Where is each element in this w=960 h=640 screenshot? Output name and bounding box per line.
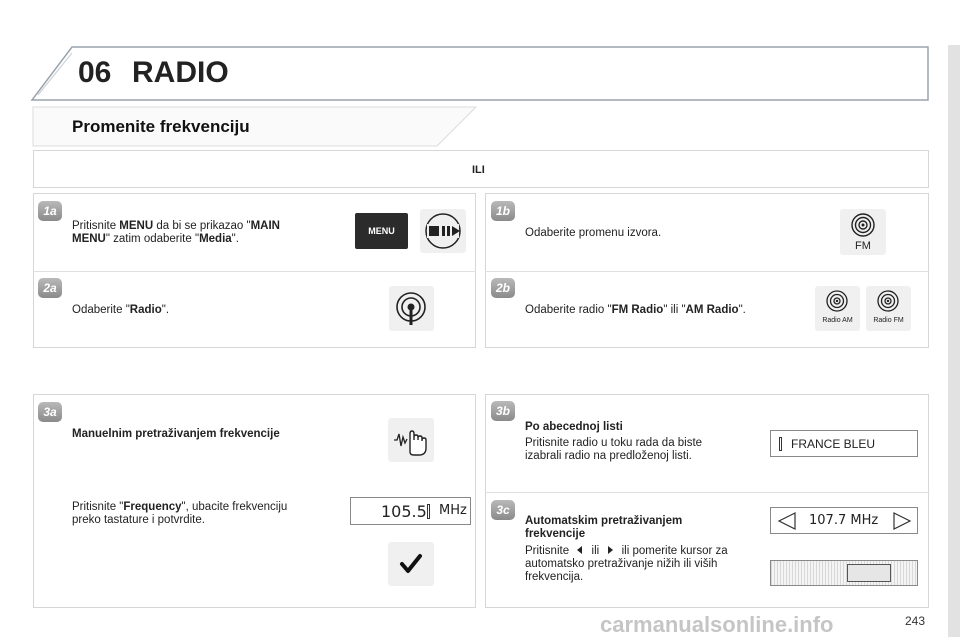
frequency-slider[interactable] [770,560,918,586]
frequency-input[interactable] [350,497,471,525]
radio-antenna-icon [389,286,434,331]
step-badge-2b: 2b [491,278,515,298]
step-3b-text: Pritisnite radio u toku rada da biste izabrali radio na predloženoj listi. [525,437,703,462]
radio-am-button[interactable] [815,286,860,331]
step-badge-3b: 3b [491,401,515,421]
ili-label: ILI [472,164,485,176]
radio-am-label: Radio AM [822,317,853,324]
radio-fm-label: Radio FM [873,317,904,324]
step-1b-text: Odaberite promenu izvora. [525,227,662,239]
manual-search-button[interactable] [388,418,434,462]
arrow-left-icon [575,545,585,555]
chapter-title: RADIO [132,56,229,89]
step-badge-3c: 3c [491,500,515,520]
fm-radio-icon [840,209,886,241]
radio-fm-button[interactable] [866,286,911,331]
step-3a-heading: Manuelnim pretraživanjem frekvencije [72,428,280,440]
step-badge-1a: 1a [38,201,62,221]
page-number: 243 [905,614,926,628]
step-badge-2a: 2a [38,278,62,298]
page-scrollbar[interactable] [948,45,960,637]
text-cursor [427,504,430,519]
ili-panel [33,150,929,188]
menu-button-label: MENU [368,226,395,236]
frequency-value: 105.5 [381,502,427,521]
step-2b-text: Odaberite radio "FM Radio" ili "AM Radio". [525,304,746,316]
step-3c-heading: Automatskim pretraživanjem frekvencije [525,515,683,540]
frequency-unit: MHz [439,503,467,518]
fm-source-button[interactable] [840,209,886,255]
step-badge-3a: 3a [38,402,62,422]
step-badge-1b: 1b [491,201,515,221]
confirm-button[interactable] [388,542,434,586]
media-button[interactable] [420,209,466,253]
text-cursor [779,437,782,451]
station-name: FRANCE BLEU [791,437,876,451]
step-1a-text: Pritisnite MENU da bi se prikazao "MAIN MENU" zatim odaberite "Media". [72,220,280,245]
arrow-right-icon [605,545,615,555]
am-radio-icon [815,286,860,318]
chapter-number: 06 [78,56,112,89]
seek-up-button[interactable] [891,511,913,531]
radio-source-button[interactable] [389,286,434,331]
checkmark-icon [388,542,434,586]
menu-button[interactable] [355,213,408,249]
auto-frequency: 107.7 MHz [809,513,879,528]
auto-search-bar [770,507,918,534]
fm-radio-icon [866,286,911,318]
hand-tap-icon [388,418,434,462]
seek-down-button[interactable] [776,511,798,531]
step-3b-heading: Po abecednoj listi [525,421,623,433]
watermark: carmanualsonline.info [600,612,834,637]
fm-label: FM [855,240,871,252]
step-3c-text: Pritisnite ili ili pomerite kursor za automatsko pretraživanje nižih ili viših frekvencija. [525,545,728,583]
step-3a-text: Pritisnite "Frequency", ubacite frekvenciju preko tastature i potvrdite. [72,501,288,526]
slider-thumb[interactable] [847,564,891,582]
section-title: Promenite frekvenciju [72,117,250,136]
step-2a-text: Odaberite "Radio". [72,304,170,316]
station-list-field[interactable] [770,430,918,457]
play-pause-icon [420,209,466,253]
